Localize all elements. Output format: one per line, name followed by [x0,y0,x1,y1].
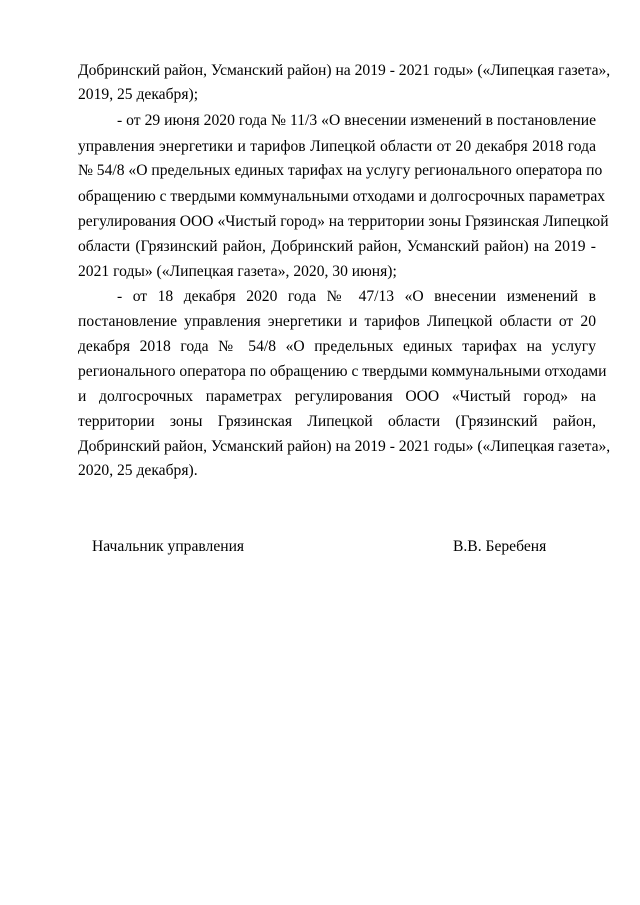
text-line: Добринский район, Усманский район) на 2019 - 2021 годы» («Липецкая газета», [78,62,611,79]
text-line: - от 18 декабря 2020 года № 47/13 «О внесении изменений в [117,288,596,305]
text-line: 2021 годы» («Липецкая газета», 2020, 30 июня); [78,263,397,280]
text-line: регулирования ООО «Чистый город» на территории зоны Грязинская Липецкой [78,213,609,230]
signature-position: Начальник управления [92,538,245,555]
signature-name: В.В. Беребеня [453,538,547,555]
text-line: обращению с твердыми коммунальными отходами и долгосрочных параметрах [78,188,606,205]
text-line: области (Грязинский район, Добринский район, Усманский район) на 2019 - [78,238,596,255]
text-line: - от 29 июня 2020 года № 11/3 «О внесении изменений в постановление [117,112,596,129]
text-line: управления энергетики и тарифов Липецкой области от 20 декабря 2018 года [78,138,596,155]
text-line: регионального оператора по обращению с твердыми коммунальными отходами [78,363,607,380]
text-line: декабря 2018 года № 54/8 «О предельных единых тарифах на услугу [78,338,596,355]
text-line: постановление управления энергетики и тарифов Липецкой области от 20 [78,313,596,330]
text-line: территории зоны Грязинская Липецкой области (Грязинский район, [78,413,596,430]
text-line: 2020, 25 декабря). [78,462,198,479]
text-line: 2019, 25 декабря); [78,86,199,103]
text-line: и долгосрочных параметрах регулирования ООО «Чистый город» на [78,388,596,405]
text-line: № 54/8 «О предельных единых тарифах на услугу регионального оператора по [78,162,603,179]
text-line: Добринский район, Усманский район) на 2019 - 2021 годы» («Липецкая газета», [78,438,611,455]
